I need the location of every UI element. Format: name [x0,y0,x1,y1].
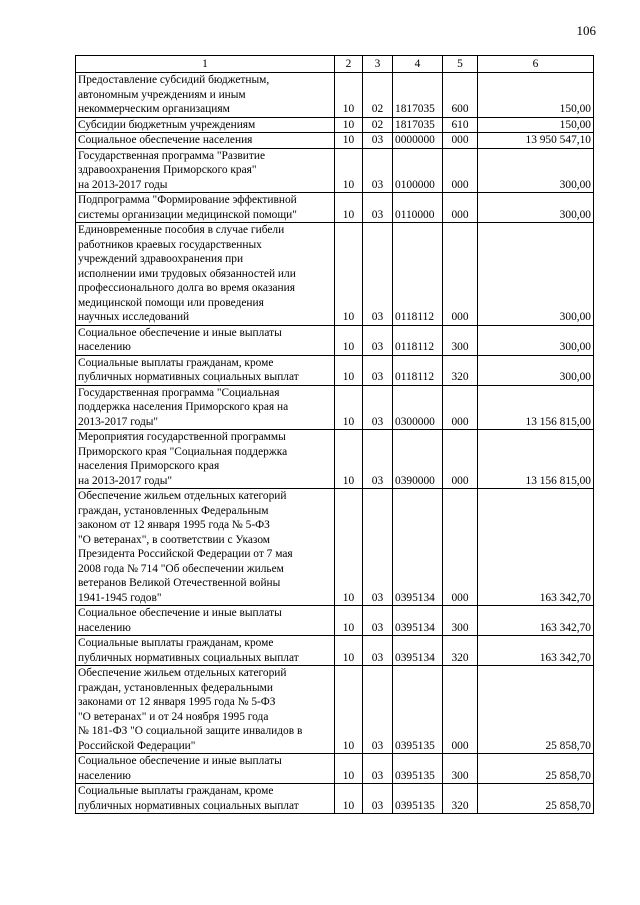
row-name-cell: Обеспечение жильем отдельных категорий граждан, установленных федеральными законами от 12 января 1995 года № 5-ФЗ "О ветеранах" и от 24 ноября 1995 года № 181-ФЗ "О социальной защите инвалидов в Российской Федерации" [76,666,335,754]
row-target-article-cell: 0390000 [393,430,443,489]
row-expense-type-cell: 000 [443,223,478,326]
row-expense-type-cell: 300 [443,754,478,784]
row-amount-cell: 13 156 815,00 [478,385,594,430]
table-row [76,430,594,489]
row-section-cell: 10 [335,784,363,814]
row-amount-cell: 25 858,70 [478,666,594,754]
table-row [76,148,594,193]
row-target-article-cell: 0395135 [393,754,443,784]
header-col-3: 3 [363,56,393,73]
table-row [76,385,594,430]
row-expense-type-cell: 320 [443,355,478,385]
row-name-cell: Подпрограмма "Формирование эффективной системы организации медицинской помощи" [76,193,335,223]
row-name-cell: Социальное обеспечение и иные выплаты населению [76,754,335,784]
row-expense-type-cell: 000 [443,430,478,489]
row-amount-cell: 150,00 [478,73,594,118]
row-name-cell: Государственная программа "Социальная поддержка населения Приморского края на 2013-2017 годы" [76,385,335,430]
table-row [76,193,594,223]
row-amount-cell: 163 342,70 [478,606,594,636]
header-col-6: 6 [478,56,594,73]
page-number: 106 [576,23,596,38]
row-section-cell: 10 [335,133,363,149]
row-amount-cell: 25 858,70 [478,784,594,814]
row-amount-cell: 13 950 547,10 [478,133,594,149]
row-section-cell: 10 [335,636,363,666]
row-expense-type-cell: 000 [443,133,478,149]
row-amount-cell: 300,00 [478,223,594,326]
row-subsection-cell: 03 [363,754,393,784]
table-body [76,73,594,814]
table-row [76,223,594,326]
row-subsection-cell: 03 [363,355,393,385]
table-row [76,73,594,118]
row-expense-type-cell: 000 [443,666,478,754]
row-subsection-cell: 03 [363,489,393,606]
row-expense-type-cell: 610 [443,117,478,133]
row-section-cell: 10 [335,606,363,636]
row-section-cell: 10 [335,355,363,385]
row-target-article-cell: 0110000 [393,193,443,223]
row-name-cell: Социальное обеспечение и иные выплаты населению [76,325,335,355]
budget-table [75,55,594,814]
row-expense-type-cell: 000 [443,489,478,606]
row-target-article-cell: 0118112 [393,325,443,355]
header-col-5: 5 [443,56,478,73]
row-target-article-cell: 0100000 [393,148,443,193]
row-target-article-cell: 1817035 [393,117,443,133]
row-section-cell: 10 [335,666,363,754]
row-name-cell: Обеспечение жильем отдельных категорий граждан, установленных Федеральным законом от 12 января 1995 года № 5-ФЗ "О ветеранах", в соответствии с Указом Президента Российской Федерации от 7 мая 2008 года № 714 "Об обеспечении жильем ветеранов Великой Отечественной войны 1941-1945 годов" [76,489,335,606]
row-expense-type-cell: 000 [443,385,478,430]
row-target-article-cell: 0118112 [393,355,443,385]
table-row [76,754,594,784]
row-amount-cell: 163 342,70 [478,489,594,606]
row-subsection-cell: 03 [363,193,393,223]
row-expense-type-cell: 300 [443,606,478,636]
row-subsection-cell: 03 [363,133,393,149]
row-name-cell: Мероприятия государственной программы Приморского края "Социальная поддержка населения Приморского края на 2013-2017 годы" [76,430,335,489]
row-section-cell: 10 [335,148,363,193]
row-name-cell: Социальные выплаты гражданам, кроме публичных нормативных социальных выплат [76,636,335,666]
row-target-article-cell: 0395135 [393,784,443,814]
row-subsection-cell: 03 [363,385,393,430]
row-amount-cell: 25 858,70 [478,754,594,784]
row-target-article-cell: 0395135 [393,666,443,754]
row-name-cell: Государственная программа "Развитие здравоохранения Приморского края" на 2013-2017 годы [76,148,335,193]
row-section-cell: 10 [335,73,363,118]
table-row [76,133,594,149]
table-row [76,666,594,754]
row-section-cell: 10 [335,489,363,606]
row-name-cell: Социальное обеспечение населения [76,133,335,149]
row-subsection-cell: 03 [363,148,393,193]
row-subsection-cell: 03 [363,223,393,326]
header-col-4: 4 [393,56,443,73]
row-subsection-cell: 03 [363,784,393,814]
row-subsection-cell: 03 [363,430,393,489]
row-expense-type-cell: 000 [443,148,478,193]
table-row [76,325,594,355]
row-name-cell: Единовременные пособия в случае гибели работников краевых государственных учреждений здравоохранения при исполнении ими трудовых обязанностей или профессионального долга во время оказания медицинской помощи или проведения научных исследований [76,223,335,326]
table-row [76,636,594,666]
row-target-article-cell: 0395134 [393,606,443,636]
header-col-2: 2 [335,56,363,73]
row-amount-cell: 163 342,70 [478,636,594,666]
row-section-cell: 10 [335,385,363,430]
row-name-cell: Социальные выплаты гражданам, кроме публичных нормативных социальных выплат [76,784,335,814]
row-subsection-cell: 03 [363,606,393,636]
row-expense-type-cell: 000 [443,193,478,223]
row-subsection-cell: 02 [363,117,393,133]
header-col-1: 1 [76,56,335,73]
row-amount-cell: 300,00 [478,148,594,193]
row-target-article-cell: 0118112 [393,223,443,326]
row-section-cell: 10 [335,117,363,133]
row-section-cell: 10 [335,223,363,326]
table-row [76,117,594,133]
row-amount-cell: 300,00 [478,325,594,355]
row-name-cell: Субсидии бюджетным учреждениям [76,117,335,133]
row-section-cell: 10 [335,193,363,223]
table-row [76,489,594,606]
row-section-cell: 10 [335,754,363,784]
table-row [76,784,594,814]
row-amount-cell: 300,00 [478,193,594,223]
row-target-article-cell: 0300000 [393,385,443,430]
table-row [76,355,594,385]
row-section-cell: 10 [335,430,363,489]
row-amount-cell: 300,00 [478,355,594,385]
row-expense-type-cell: 320 [443,784,478,814]
header-row [76,56,594,73]
row-subsection-cell: 03 [363,636,393,666]
row-amount-cell: 13 156 815,00 [478,430,594,489]
row-subsection-cell: 02 [363,73,393,118]
row-section-cell: 10 [335,325,363,355]
row-subsection-cell: 03 [363,666,393,754]
table-row [76,606,594,636]
row-subsection-cell: 03 [363,325,393,355]
row-expense-type-cell: 320 [443,636,478,666]
row-amount-cell: 150,00 [478,117,594,133]
row-target-article-cell: 1817035 [393,73,443,118]
row-target-article-cell: 0395134 [393,489,443,606]
row-expense-type-cell: 600 [443,73,478,118]
row-name-cell: Социальные выплаты гражданам, кроме публичных нормативных социальных выплат [76,355,335,385]
row-name-cell: Предоставление субсидий бюджетным, автономным учреждениям и иным некоммерческим организациям [76,73,335,118]
row-name-cell: Социальное обеспечение и иные выплаты населению [76,606,335,636]
row-expense-type-cell: 300 [443,325,478,355]
row-target-article-cell: 0000000 [393,133,443,149]
row-target-article-cell: 0395134 [393,636,443,666]
